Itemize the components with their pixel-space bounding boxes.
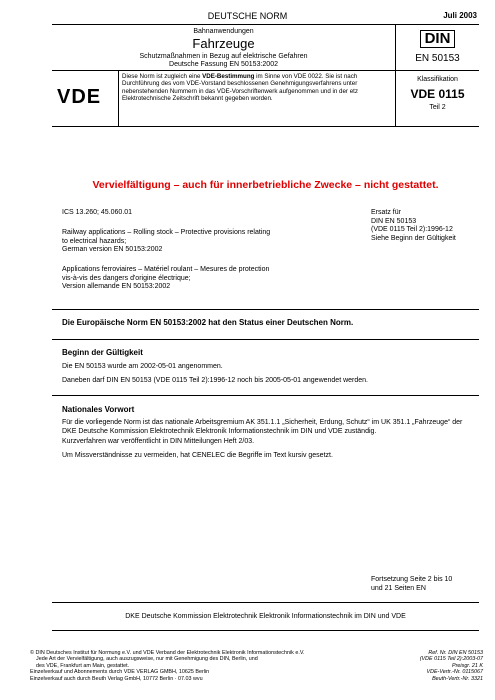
replaces-block: Ersatz für DIN EN 50153 (VDE 0115 Teil 2):1996-12 Siehe Beginn der Gültigkeit	[371, 209, 456, 242]
vde-divider	[118, 70, 119, 126]
language-version: Deutsche Fassung EN 50153:2002	[169, 61, 278, 68]
validity-rule	[52, 395, 479, 396]
vde-logo: VDE	[57, 86, 102, 108]
status-rule-bottom	[52, 339, 479, 340]
title-rule	[52, 70, 479, 71]
document-title: Fahrzeuge	[192, 36, 255, 51]
document-type: DEUTSCHE NORM	[207, 11, 288, 21]
foreword-heading: Nationales Vorwort	[62, 405, 135, 414]
classification-part: Teil 2	[429, 104, 446, 111]
copyright-footer: © DIN Deutsches Institut für Normung e.V. und VDE Verband der Elektrotechnik Elektronik Informationstechnik e.V. Jede Art der Vervielfältigung, auch auszugsweise, nur mit Genehmigung des DIN, Berlin, und des VDE, Frankfurt am Main, gestattet. Einzelverkauf und Abonnements durch VDE VERLAG GMBH, 10625 Berlin Einzelverkauf auch durch Beuth Verlag GmbH, 10772 Berlin · 07.03 wvu	[30, 650, 305, 682]
english-title: Railway applications – Rolling stock – Protective provisions relating to electrical hazards; German version EN 50153:2002	[62, 229, 271, 254]
status-rule-top	[52, 309, 479, 310]
french-title: Applications ferroviaires – Matériel roulant – Mesures de protection vis-à-vis des dangers d'origine électrique; Version allemande EN 50153:2002	[62, 266, 270, 291]
foreword-paragraph-2: Kurzverfahren war veröffentlicht in DIN Mitteilungen Heft 2/03.	[62, 438, 255, 445]
validity-heading: Beginn der Gültigkeit	[62, 348, 143, 357]
vde-note: Diese Norm ist zugleich eine VDE-Bestimmung im Sinne von VDE 0022. Sie ist nach Durchführung des vom VDE-Vorstand beschlossenen Genehmigungsverfahrens unter nebenstehenden Nummern in das VDE-Vorschriftenwerk aufgenommen und in der etz Elektrotechnische Zeitschrift bekannt gegeben worden.	[122, 73, 358, 103]
category-label: Bahnanwendungen	[193, 28, 254, 35]
publication-date: Juli 2003	[443, 11, 477, 20]
reference-footer: Ref. Nr. DIN EN 50153 (VDE 0115 Teil 2):2003-07 Preisgr. 21 K VDE-Vertr.-Nr. 0115067 Beuth-Vertr.-Nr. 3321	[419, 650, 483, 682]
continuation-note: Fortsetzung Seite 2 bis 10 und 21 Seiten EN	[371, 576, 453, 592]
document-subtitle: Schutzmaßnahmen in Bezug auf elektrische Gefahren	[139, 53, 308, 60]
vde-rule	[52, 126, 479, 127]
validity-paragraph-2: Daneben darf DIN EN 50153 (VDE 0115 Teil 2):1996-12 noch bis 2005-05-01 angewendet werden.	[62, 377, 368, 384]
din-logo: DIN	[420, 30, 456, 48]
classification-label: Klassifikation	[417, 76, 458, 83]
dke-rule-top	[52, 602, 479, 603]
reproduction-warning: Vervielfältigung – auch für innerbetriebliche Zwecke – nicht gestattet.	[92, 179, 439, 191]
foreword-paragraph-3: Um Missverständnisse zu vermeiden, hat CENELEC die Begriffe im Text kursiv gesetzt.	[62, 452, 333, 459]
status-statement: Die Europäische Norm EN 50153:2002 hat den Status einer Deutschen Norm.	[62, 318, 354, 327]
foreword-paragraph-1: Für die vorliegende Norm ist das nationale Arbeitsgremium AK 351.1.1 „Sicherheit, Erdung, Schutz“ im UK 351.1 „Fahrzeuge“ der DKE Deutsche Kommission Elektrotechnik Elektronik Informationstechnik im DIN und VDE zuständig.	[62, 419, 463, 435]
classification-number: VDE 0115	[410, 87, 465, 101]
header-rule	[52, 24, 479, 25]
dke-rule-bottom	[52, 630, 479, 631]
din-logo-wrap	[396, 30, 479, 48]
dke-statement: DKE Deutsche Kommission Elektrotechnik Elektronik Informationstechnik im DIN und VDE	[125, 613, 406, 620]
ics-code: ICS 13.260; 45.060.01	[62, 209, 133, 216]
validity-paragraph-1: Die EN 50153 wurde am 2002-05-01 angenommen.	[62, 363, 223, 370]
standard-number: EN 50153	[415, 53, 460, 64]
